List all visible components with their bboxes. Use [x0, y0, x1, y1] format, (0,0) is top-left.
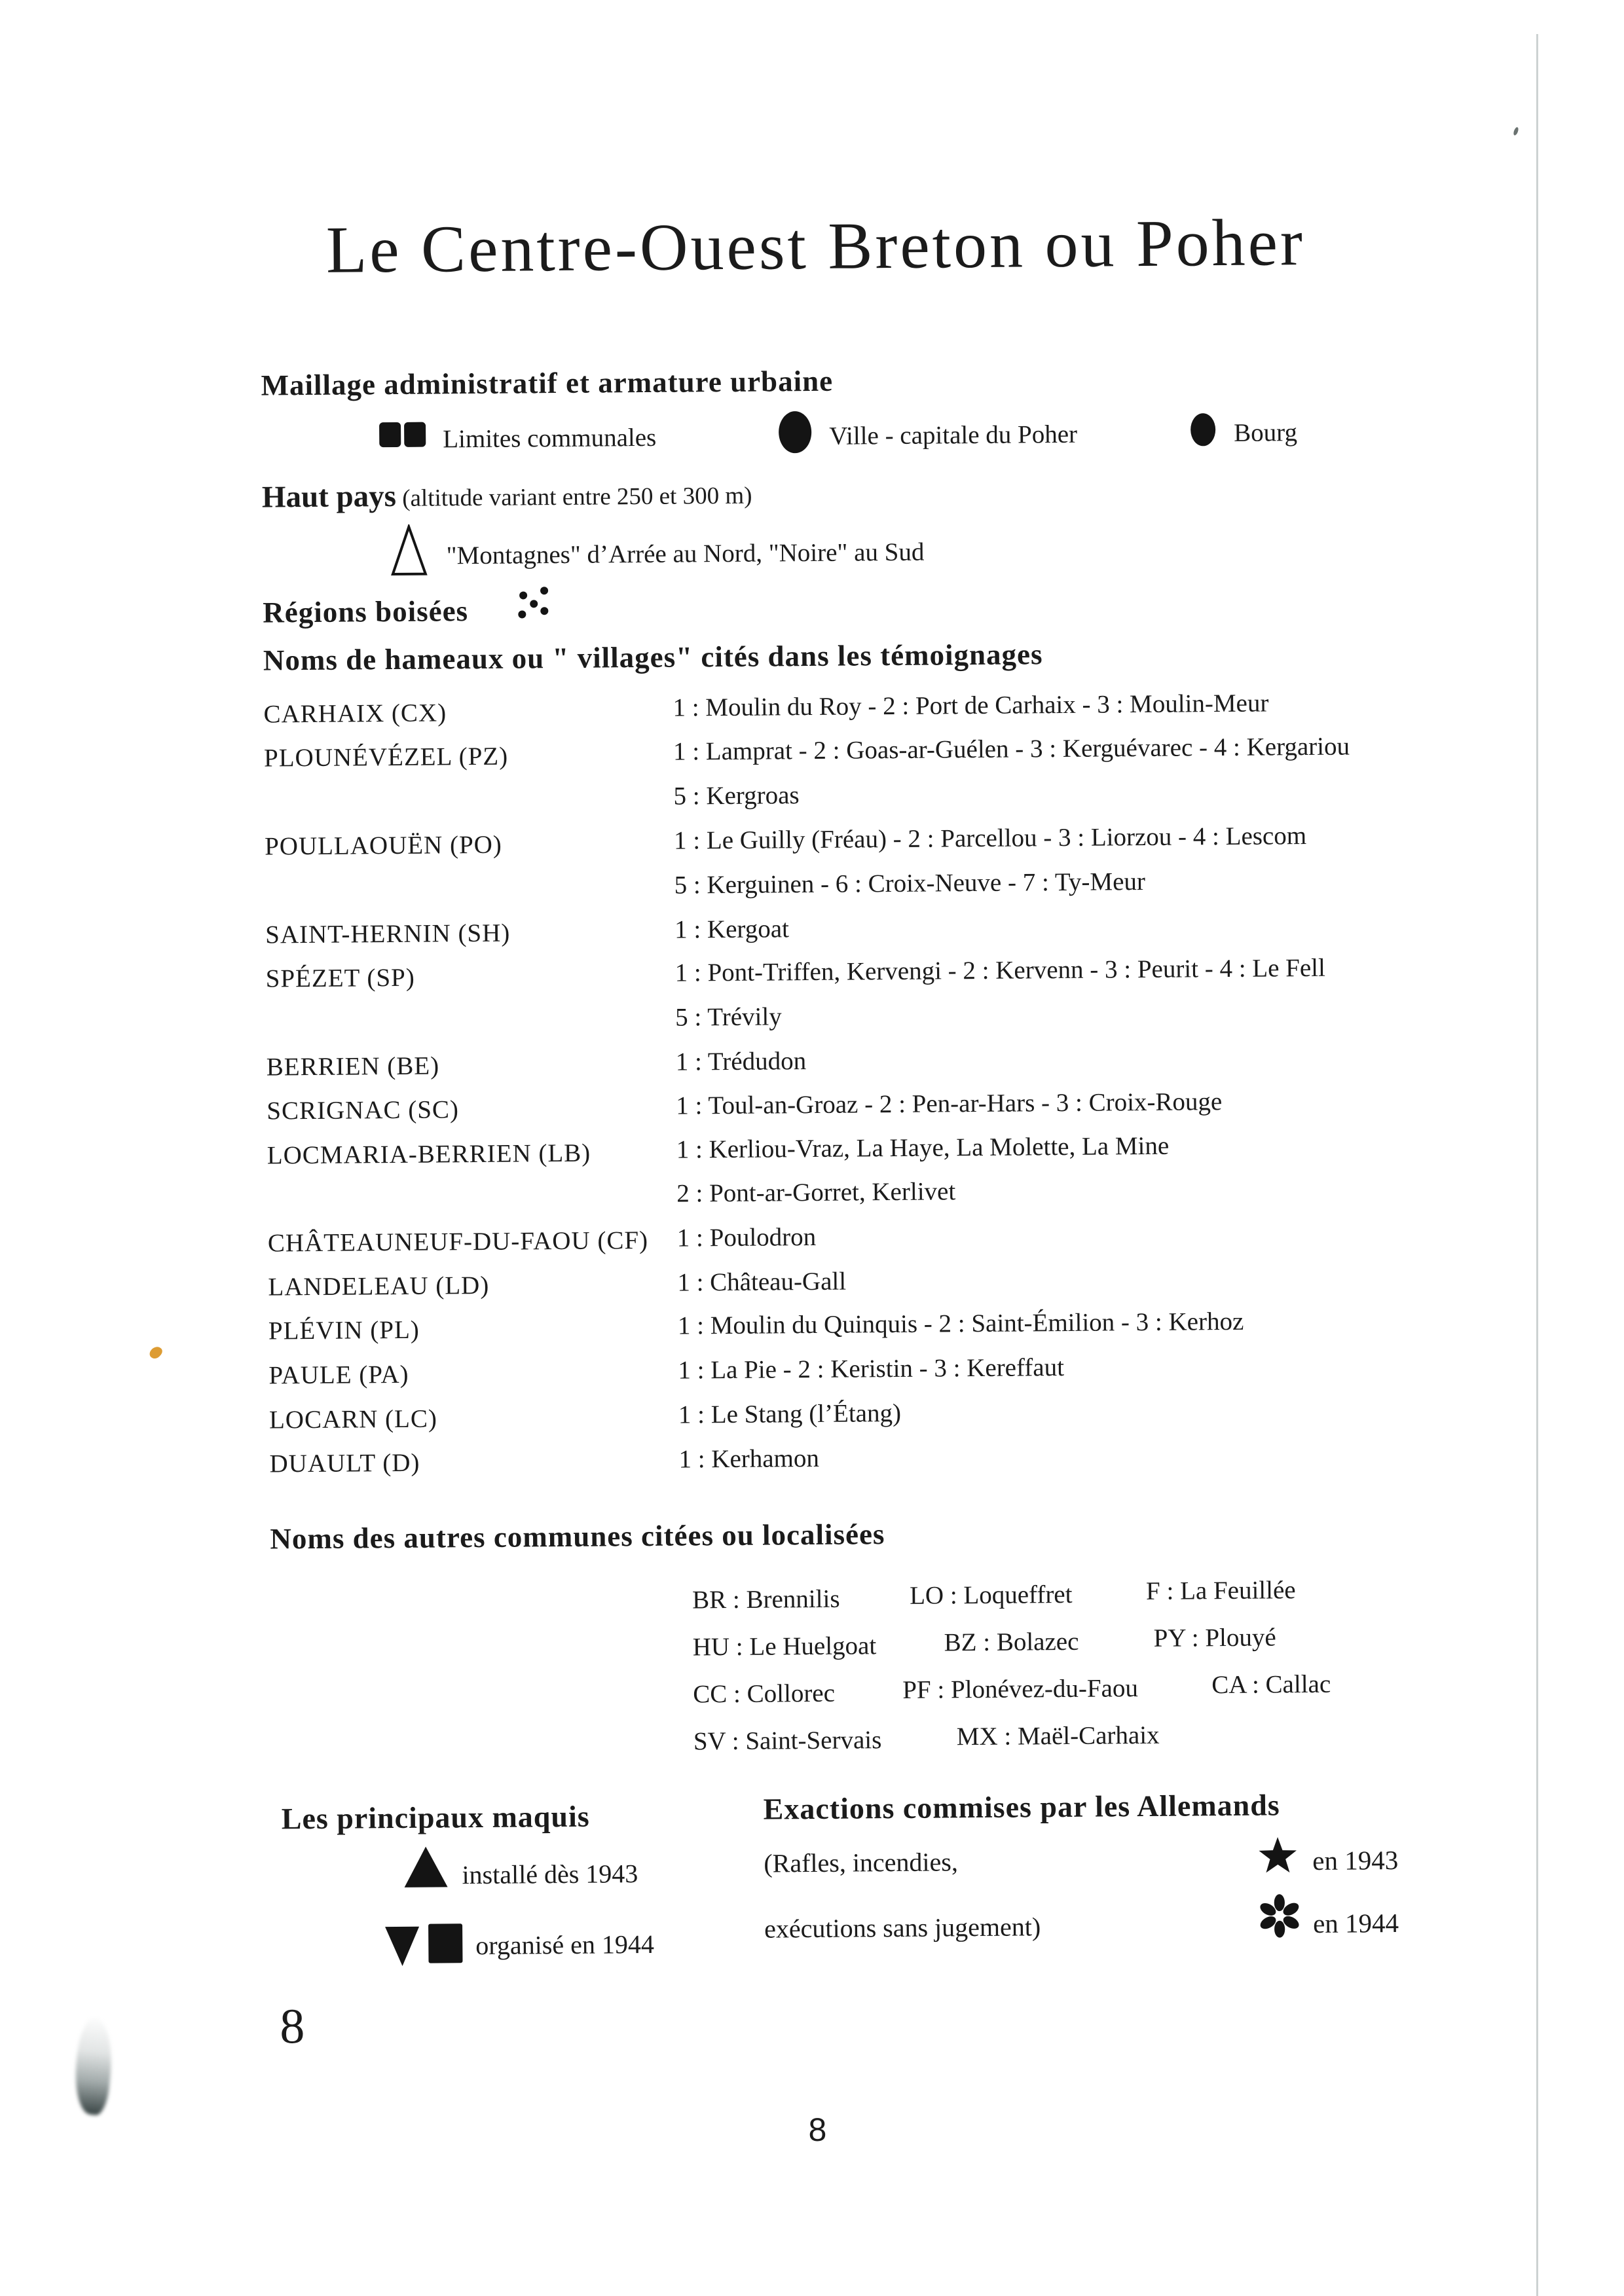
- haut-pays-triangle-icon: [390, 524, 428, 577]
- commune-name: DUAULT (D): [269, 1448, 420, 1478]
- commune-abbrev: CA : Callac: [1211, 1669, 1331, 1700]
- section-heading-hameaux: Noms de hameaux ou " villages" cités dans les témoignages: [263, 638, 1043, 677]
- section-heading-haut-pays: [262, 476, 752, 515]
- hamlet-line: 5 : Kerguinen - 6 : Croix-Neuve - 7 : Ty-Meur: [674, 867, 1146, 900]
- scan-edge-line: [1536, 34, 1538, 2296]
- commune-name: POULLAOUËN (PO): [264, 830, 503, 861]
- commune-abbrev: BR : Brennilis: [692, 1584, 840, 1614]
- bourg-dot-icon: [1190, 413, 1215, 446]
- exactions-1943-star-icon: [1258, 1832, 1298, 1878]
- mountains-label: "Montagnes" d’Arrée au Nord, "Noire" au Sud: [446, 538, 925, 570]
- commune-name: SPÉZET (SP): [265, 963, 415, 993]
- commune-abbrev: LO : Loqueffret: [909, 1580, 1073, 1610]
- folio-number: 8: [808, 2111, 827, 2149]
- hamlet-line: 2 : Pont-ar-Gorret, Kerlivet: [676, 1177, 956, 1208]
- maquis-1944-label: organisé en 1944: [475, 1929, 655, 1961]
- hamlet-line: 1 : Pont-Triffen, Kervengi - 2 : Kervenn - 3 : Peurit - 4 : Le Fell: [674, 953, 1326, 987]
- section-heading-maquis: Les principaux maquis: [281, 1799, 590, 1836]
- section-heading-maillage: Maillage administratif et armature urbaine: [261, 364, 834, 402]
- exactions-1944-asterisk-icon: [1257, 1893, 1302, 1939]
- hamlet-line: 5 : Kergroas: [673, 781, 800, 811]
- section-heading-autres-communes: Noms des autres communes citées ou localisées: [270, 1518, 885, 1556]
- commune-name: PLÉVIN (PL): [268, 1315, 420, 1345]
- page-title: Le Centre-Ouest Breton ou Poher: [325, 206, 1306, 287]
- hamlet-line: 1 : Lamprat - 2 : Goas-ar-Guélen - 3 : Kerguévarec - 4 : Kergariou: [673, 732, 1350, 766]
- commune-abbrev: CC : Collorec: [693, 1679, 836, 1709]
- commune-name: BERRIEN (BE): [266, 1051, 440, 1082]
- hamlet-line: 1 : Château-Gall: [677, 1267, 847, 1297]
- commune-name: PLOUNÉVÉZEL (PZ): [263, 742, 509, 773]
- hamlet-line: 1 : Trédudon: [675, 1047, 807, 1076]
- maquis-1943-label: installé dès 1943: [462, 1859, 638, 1890]
- legend-label-limites: Limites communales: [443, 423, 657, 454]
- hamlet-line: 1 : Kerhamon: [678, 1444, 820, 1474]
- limites-communales-icon: [379, 422, 428, 449]
- maquis-1944-triangle-icon: [384, 1925, 421, 1967]
- commune-abbrev: HU : Le Huelgoat: [692, 1631, 877, 1662]
- section-heading-regions-boisees: Régions boisées: [263, 594, 469, 629]
- commune-abbrev: SV : Saint-Servais: [693, 1726, 882, 1756]
- commune-abbrev: F : La Feuillée: [1145, 1576, 1296, 1606]
- maquis-1943-triangle-icon: [403, 1845, 449, 1889]
- commune-abbrev: PF : Plonévez-du-Faou: [902, 1674, 1139, 1704]
- exactions-1944-label: en 1944: [1312, 1908, 1399, 1939]
- haut-pays-note: (altitude variant entre 250 et 300 m): [396, 482, 752, 512]
- hamlet-line: 1 : Kerliou-Vraz, La Haye, La Molette, La Mine: [676, 1131, 1170, 1164]
- hamlet-line: 1 : La Pie - 2 : Keristin - 3 : Kereffaut: [678, 1353, 1065, 1385]
- commune-name: SAINT-HERNIN (SH): [265, 919, 511, 949]
- hamlet-line: 1 : Poulodron: [676, 1222, 817, 1252]
- commune-name: LANDELEAU (LD): [268, 1271, 490, 1302]
- commune-name: SCRIGNAC (SC): [267, 1095, 460, 1125]
- ville-capitale-dot-icon: [779, 411, 812, 453]
- commune-abbrev: PY : Plouyé: [1153, 1623, 1276, 1652]
- commune-name: LOCARN (LC): [268, 1404, 438, 1434]
- haut-pays-title: Haut pays: [261, 479, 397, 515]
- regions-boisees-dots-icon: [516, 586, 549, 617]
- hamlet-line: 1 : Le Stang (l’Étang): [678, 1398, 902, 1429]
- section-heading-exactions: Exactions commises par les Allemands: [763, 1788, 1280, 1826]
- exactions-note-line2: exécutions sans jugement): [764, 1912, 1041, 1944]
- maquis-1944-square-icon: [428, 1923, 462, 1963]
- legend-label-bourg: Bourg: [1234, 418, 1298, 447]
- commune-abbrev: MX : Maël-Carhaix: [956, 1721, 1160, 1751]
- exactions-note-line1: (Rafles, incendies,: [764, 1847, 959, 1878]
- hamlet-line: 5 : Trévily: [675, 1002, 782, 1032]
- hamlet-line: 1 : Moulin du Quinquis - 2 : Saint-Émilion - 3 : Kerhoz: [677, 1307, 1244, 1340]
- commune-name: CARHAIX (CX): [263, 699, 447, 729]
- hamlet-line: 1 : Moulin du Roy - 2 : Port de Carhaix - 3 : Moulin-Meur: [673, 689, 1269, 722]
- legend-label-ville: Ville - capitale du Poher: [829, 420, 1078, 450]
- exactions-1943-label: en 1943: [1312, 1845, 1399, 1876]
- commune-name: CHÂTEAUNEUF-DU-FAOU (CF): [267, 1226, 649, 1258]
- commune-name: PAULE (PA): [268, 1360, 409, 1390]
- hamlet-line: 1 : Le Guilly (Fréau) - 2 : Parcellou - 3 : Liorzou - 4 : Lescom: [673, 822, 1307, 855]
- hamlet-line: 1 : Toul-an-Groaz - 2 : Pen-ar-Hars - 3 : Croix-Rouge: [676, 1087, 1223, 1120]
- commune-name: LOCMARIA-BERRIEN (LB): [267, 1139, 591, 1170]
- hamlet-line: 1 : Kergoat: [674, 915, 790, 944]
- commune-abbrev: BZ : Bolazec: [944, 1627, 1079, 1657]
- page-number: 8: [279, 1999, 305, 2054]
